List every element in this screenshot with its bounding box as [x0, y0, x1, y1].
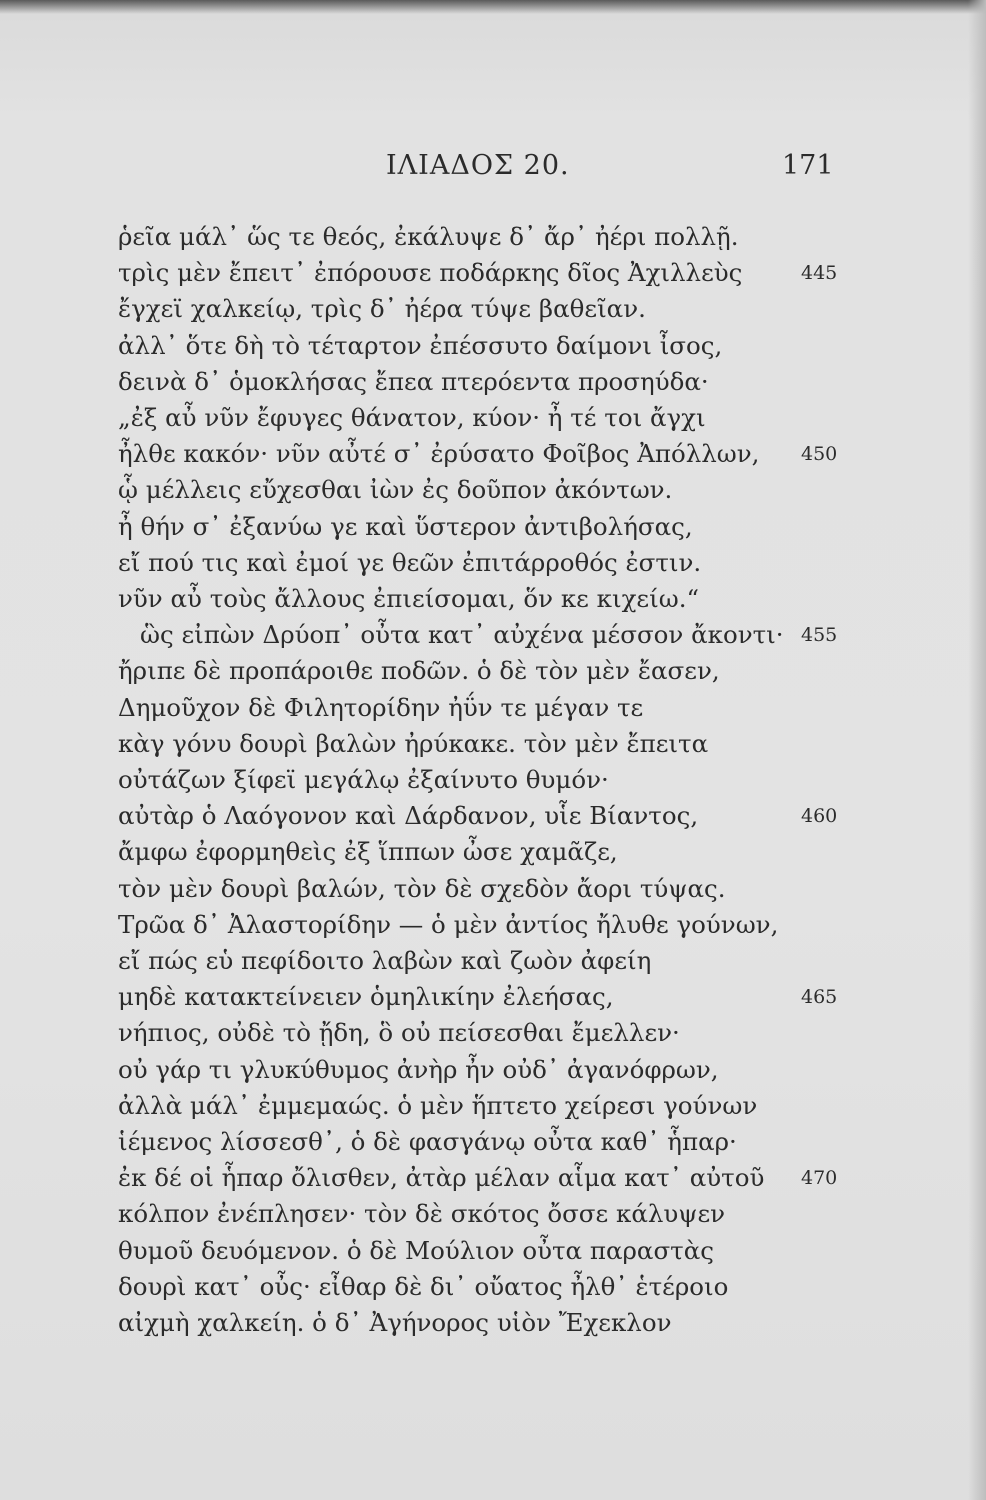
verse-text: οὐτάζων ξίφεϊ μεγάλῳ ἐξαίνυτο θυμόν·	[118, 765, 609, 794]
verse-text: τὸν μὲν δουρὶ βαλών, τὸν δὲ σχεδὸν ἄορι τύψας.	[118, 873, 726, 903]
verse-line	[0, 1236, 986, 1276]
verse-line	[0, 1127, 986, 1167]
line-number: 455	[801, 624, 838, 647]
verse-text: νῦν αὖ τοὺς ἄλλους ἐπιείσομαι, ὅν κε κιχείω.“	[118, 584, 700, 613]
verse-text: ᾧ μέλλεις εὔχεσθαι ἰὼν ἐς δοῦπον ἀκόντων.	[118, 475, 673, 505]
verse-line	[0, 1308, 986, 1348]
verse-text: θυμοῦ δευόμενον. ὁ δὲ Μούλιον οὖτα παραστὰς	[118, 1235, 715, 1265]
verse-text: ἦλθε κακόν· νῦν αὖτέ σ᾽ ἐρύσατο Φοῖβος Ἀπόλλων,	[118, 439, 760, 469]
page-header	[0, 150, 986, 190]
verse-line	[0, 1163, 986, 1203]
verse-line	[0, 801, 986, 841]
verse-text: ἀλλὰ μάλ᾽ ἐμμεμαώς. ὁ μὲν ἥπτετο χείρεσι γούνων	[118, 1090, 758, 1120]
running-title: ΙΛΙΑΔΟΣ 20.	[386, 150, 570, 181]
verse-text: ἔγχεϊ χαλκείῳ, τρὶς δ᾽ ἠέρα τύψε βαθεῖαν.	[118, 294, 646, 324]
verse-line	[0, 475, 986, 515]
verse-line	[0, 693, 986, 733]
verse-text: ἤριπε δὲ προπάροιθε ποδῶν. ὁ δὲ τὸν μὲν ἔασεν,	[118, 656, 720, 686]
verse-line	[0, 331, 986, 371]
verse-line	[0, 439, 986, 479]
verse-text: „ἐξ αὖ νῦν ἔφυγες θάνατον, κύον· ἦ τέ τοι ἄγχι	[118, 403, 706, 432]
verse-line	[0, 258, 986, 298]
verse-line	[0, 294, 986, 334]
verse-line	[0, 765, 986, 805]
verse-text: ῥεῖα μάλ᾽ ὥς τε θεός, ἐκάλυψε δ᾽ ἄρ᾽ ἠέρι πολλῇ.	[118, 222, 739, 251]
verse-text: Δημοῦχον δὲ Φιλητορίδην ἠΰν τε μέγαν τε	[118, 692, 644, 722]
page-number: 171	[782, 150, 834, 181]
verse-text: τρὶς μὲν ἔπειτ᾽ ἐπόρουσε ποδάρκης δῖος Ἀχιλλεὺς	[118, 258, 743, 288]
line-number: 450	[801, 443, 838, 466]
verse-text: νήπιος, οὐδὲ τὸ ᾔδη, ὃ οὐ πείσεσθαι ἔμελλεν·	[118, 1018, 680, 1048]
verse-text: αὐτὰρ ὁ Λαόγονον καὶ Δάρδανον, υἷε Βίαντος,	[118, 801, 699, 831]
line-number: 460	[801, 805, 838, 828]
verse-text: οὐ γάρ τι γλυκύθυμος ἀνὴρ ἦν οὐδ᾽ ἀγανόφρων,	[118, 1054, 719, 1084]
verse-text: Τρῶα δ᾽ Ἀλαστορίδην — ὁ μὲν ἀντίος ἤλυθε γούνων,	[118, 909, 779, 939]
verse-line	[0, 982, 986, 1022]
verse-line	[0, 584, 986, 624]
verse-line	[0, 874, 986, 914]
verse-line	[0, 222, 986, 262]
verse-line	[0, 403, 986, 443]
verse-text: δουρὶ κατ᾽ οὖς· εἶθαρ δὲ δι᾽ οὔατος ἦλθ᾽ ἑτέροιο	[118, 1271, 729, 1301]
verse-line	[0, 1199, 986, 1239]
verse-line	[0, 1055, 986, 1095]
verse-text: αἰχμὴ χαλκείη. ὁ δ᾽ Ἀγήνορος υἱὸν Ἔχεκλον	[118, 1308, 672, 1337]
page-top-edge-shadow	[0, 0, 986, 14]
verse-line	[0, 656, 986, 696]
verse-text: εἴ πώς εὑ πεφίδοιτο λαβὼν καὶ ζωὸν ἀφείη	[118, 946, 652, 975]
verse-text: ὣς εἰπὼν Δρύοπ᾽ οὖτα κατ᾽ αὐχένα μέσσον ἄκοντι·	[140, 620, 784, 650]
verse-text: κόλπον ἐνέπλησεν· τὸν δὲ σκότος ὄσσε κάλυψεν	[118, 1199, 726, 1229]
verse-text: ἦ θήν σ᾽ ἐξανύω γε καὶ ὕστερον ἀντιβολήσας,	[118, 511, 693, 541]
verse-text: ἐκ δέ οἱ ἧπαρ ὄλισθεν, ἀτὰρ μέλαν αἷμα κατ᾽ αὐτοῦ	[118, 1163, 765, 1193]
verse-line	[0, 837, 986, 877]
verse-line	[0, 1091, 986, 1131]
verse-text: δεινὰ δ᾽ ὁμοκλήσας ἔπεα πτερόεντα προσηύδα·	[118, 366, 709, 396]
verse-text: ἀλλ᾽ ὅτε δὴ τὸ τέταρτον ἐπέσσυτο δαίμονι ἶσος,	[118, 330, 723, 360]
verse-text: ἱέμενος λίσσεσθ᾽, ὁ δὲ φασγάνῳ οὖτα καθ᾽ ἧπαρ·	[118, 1127, 737, 1156]
verse-line	[0, 729, 986, 769]
verse-line	[0, 946, 986, 986]
line-number: 465	[801, 986, 838, 1009]
verse-line	[0, 1018, 986, 1058]
verse-line	[0, 910, 986, 950]
verse-line	[0, 620, 986, 660]
verse-line	[0, 548, 986, 588]
verse-text: εἴ πού τις καὶ ἐμοί γε θεῶν ἐπιτάρροθός ἐστιν.	[118, 547, 702, 577]
verse-text: κὰγ γόνυ δουρὶ βαλὼν ἠρύκακε. τὸν μὲν ἔπειτα	[118, 728, 709, 758]
verse-line	[0, 512, 986, 552]
verse-line	[0, 1272, 986, 1312]
verse-line	[0, 367, 986, 407]
verse-text: μηδὲ κατακτείνειεν ὁμηλικίην ἐλεήσας,	[118, 982, 614, 1012]
line-number: 445	[801, 262, 838, 285]
verse-text: ἄμφω ἐφορμηθεὶς ἐξ ἵππων ὦσε χαμᾶζε,	[118, 837, 618, 867]
line-number: 470	[801, 1167, 838, 1190]
